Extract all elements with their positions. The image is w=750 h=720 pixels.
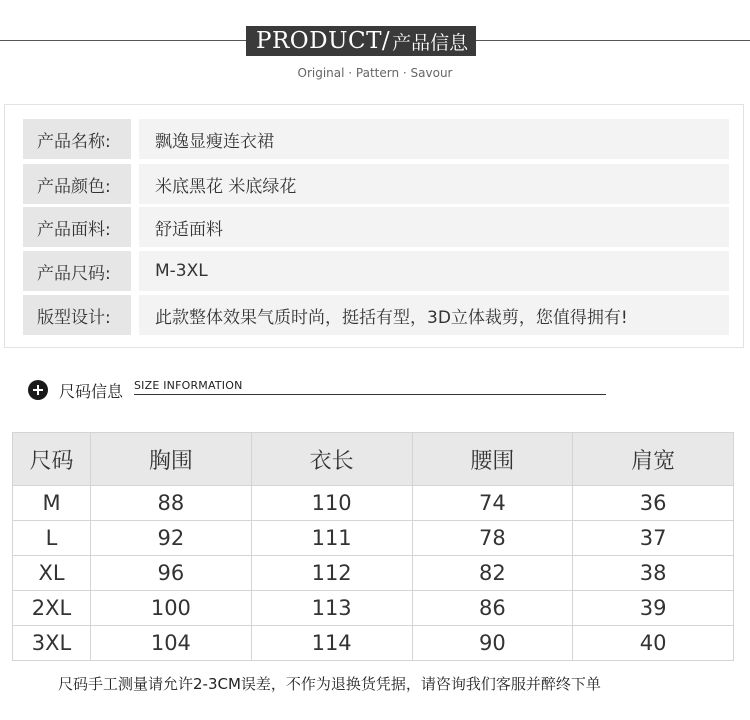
table-cell: 74 bbox=[412, 486, 573, 521]
info-label: 产品颜色: bbox=[23, 164, 131, 204]
table-cell: 39 bbox=[573, 591, 734, 626]
table-cell: 36 bbox=[573, 486, 734, 521]
table-cell: 114 bbox=[251, 626, 412, 661]
info-value: 米底黑花 米底绿花 bbox=[139, 164, 729, 204]
info-label: 产品尺码: bbox=[23, 251, 131, 291]
table-cell: 90 bbox=[412, 626, 573, 661]
table-row bbox=[13, 591, 734, 626]
table-cell: 40 bbox=[573, 626, 734, 661]
title-subtitle: Original · Pattern · Savour bbox=[297, 66, 453, 80]
size-heading-chinese: 尺码信息 bbox=[59, 382, 124, 401]
size-heading-underline bbox=[134, 394, 606, 395]
table-header-row bbox=[13, 433, 734, 486]
size-table bbox=[12, 432, 734, 661]
info-value: 舒适面料 bbox=[139, 207, 729, 247]
table-cell: 3XL bbox=[13, 626, 91, 661]
product-info-panel bbox=[4, 104, 744, 348]
column-header-shoulder: 肩宽 bbox=[573, 433, 734, 486]
info-value: 此款整体效果气质时尚，挺括有型，3D立体裁剪，您值得拥有! bbox=[139, 295, 729, 335]
title-english: PRODUCT/ bbox=[256, 28, 391, 54]
table-cell: 113 bbox=[251, 591, 412, 626]
section-title-banner bbox=[246, 26, 476, 56]
table-cell: 100 bbox=[91, 591, 252, 626]
size-info-heading bbox=[28, 378, 608, 402]
table-cell: 38 bbox=[573, 556, 734, 591]
table-cell: 104 bbox=[91, 626, 252, 661]
column-header-bust: 胸围 bbox=[91, 433, 252, 486]
column-header-length: 衣长 bbox=[251, 433, 412, 486]
info-value: M-3XL bbox=[139, 251, 729, 291]
table-cell: 112 bbox=[251, 556, 412, 591]
plus-circle-icon bbox=[28, 380, 48, 400]
table-cell: 110 bbox=[251, 486, 412, 521]
table-cell: XL bbox=[13, 556, 91, 591]
size-measurement-note: 尺码手工测量请允许2-3CM误差，不作为退换货凭据，请咨询我们客服并醉终下单 bbox=[58, 675, 601, 693]
table-cell: 2XL bbox=[13, 591, 91, 626]
table-row bbox=[13, 521, 734, 556]
table-cell: 111 bbox=[251, 521, 412, 556]
table-cell: M bbox=[13, 486, 91, 521]
table-cell: 78 bbox=[412, 521, 573, 556]
column-header-size: 尺码 bbox=[13, 433, 91, 486]
table-cell: 96 bbox=[91, 556, 252, 591]
table-cell: 92 bbox=[91, 521, 252, 556]
table-row bbox=[13, 486, 734, 521]
table-cell: 88 bbox=[91, 486, 252, 521]
table-row bbox=[13, 556, 734, 591]
table-cell: 82 bbox=[412, 556, 573, 591]
title-chinese: 产品信息 bbox=[392, 31, 469, 54]
size-heading-english: SIZE INFORMATION bbox=[134, 379, 243, 392]
table-cell: L bbox=[13, 521, 91, 556]
info-value: 飘逸显瘦连衣裙 bbox=[139, 119, 729, 159]
table-cell: 86 bbox=[412, 591, 573, 626]
table-row bbox=[13, 626, 734, 661]
table-cell: 37 bbox=[573, 521, 734, 556]
info-label: 产品面料: bbox=[23, 207, 131, 247]
column-header-waist: 腰围 bbox=[412, 433, 573, 486]
info-label: 产品名称: bbox=[23, 119, 131, 159]
info-label: 版型设计: bbox=[23, 295, 131, 335]
